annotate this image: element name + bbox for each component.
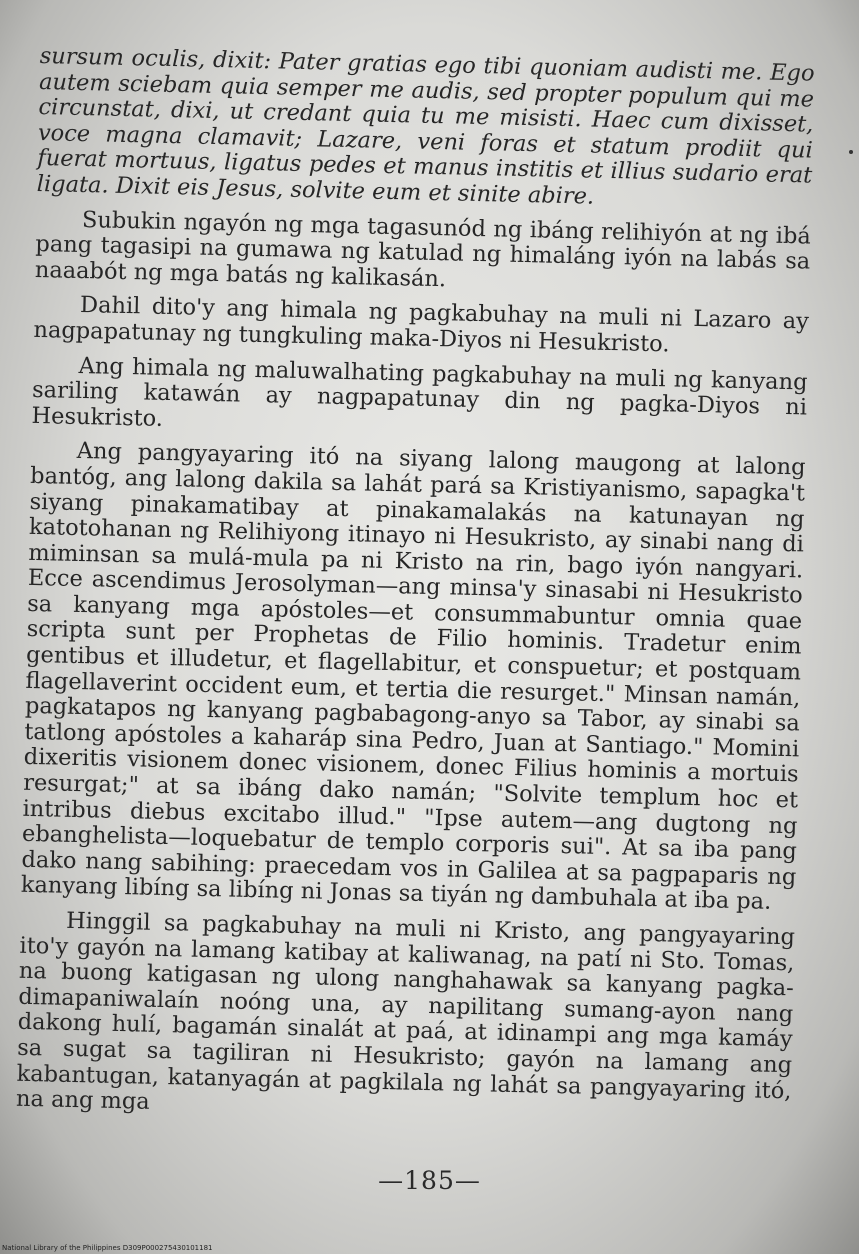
paragraph-latin-quote: sursum oculis, dixit: Pater gratias ego tibi quoniam audisti me. Ego autem sciebam quia semper me audis, sed propter populum qui me circunstat, dixi, ut credant quia tu me misisti. Haec cum dixisset, voce magna clamavit; Lazare, veni foras et statum prodiit qui fuerat mortuus, ligatus pedes et manus institis et illius sudario erat ligata. Dixit eis Jesus, solvite eum et sinite abire. (36, 43, 815, 210)
margin-mark (849, 150, 853, 154)
archive-footer: National Library of the Philippines D309P000275430101181 (2, 1244, 213, 1252)
paragraph: Dahil dito'y ang himala ng pagkabuhay na muli ni Lazaro ay nagpapatunay ng tungkuling maka-Diyos ni Hesukristo. (33, 292, 810, 358)
page-number: —185— (378, 1166, 481, 1195)
body-text (16, 44, 815, 1130)
paragraph: Hinggil sa pagkabuhay na muli ni Kristo, ang pangyayaring ito'y gayón na lamang katibay at kaliwanag, na patí ni Sto. Tomas, na buong katigasan ng ulong nanghahawak sa kanyang pagka-dimapaniwalaín noóng una, ay napilitang sumang-ayon nang dakong hulí, bagamán sinalát at paá, at idinampi ang mga kamáy sa sugat sa tagiliran ni Hesukristo; gayón na lamang ang kabantugan, katanyagán at pagkilala ng lahát sa pangyayaring itó, na ang mga (15, 907, 796, 1115)
paragraph: Ang himala ng maluwalhating pagkabuhay na muli ng kanyang sariling katawán ay nagpapatunay din ng pagka-Diyos ni Hesukristo. (31, 352, 808, 432)
paragraph: Ang pangyayaring itó na siyang lalong maugong at lalong bantóg, ang lalong dakila sa lahát pará sa Kristiyanismo, sapagka't siyang pinakamatibay at pinakamalakás na katunayan ng katotohanan ng Relihiyong itinayo ni Hesukristo, ay sinabi nang di miminsan sa mulá-mula pa ni Kristo na rin, bago iyón nangyari. Ecce ascendimus Jerosolyman—ang minsa'y sinasabi ni Hesukristo sa kanyang mga apóstoles—et consummabuntur omnia quae scripta sunt per Prophetas de Filio hominis. Tradetur enim gentibus et illudetur, et flagellabitur, et conspuetur; et postquam flagellaverint occident eum, et tertia die resurget." Minsan namán, pagkatapos ng kanyang pagbabagong-anyo sa Tabor, ay sinabi sa tatlong apóstoles a kaharáp sina Pedro, Juan at Santiago." Momini dixeritis visionem donec visionem, donec Filius hominis a mortuis resurgat;" at sa ibáng dako namán; "Solvite templum hoc et intribus diebus excitabo illud." "Ipse autem—ang dugtong ng ebanghelista—loquebatur de templo corporis sui". At sa iba pang dako nang sabihing: praecedam vos in Galilea at sa pagpaparis ng kanyang libíng sa libíng ni Jonas sa tiyán ng dambuhala at iba pa. (20, 438, 806, 916)
paragraph: Subukin ngayón ng mga tagasunód ng ibáng relihiyón at ng ibá pang tagasipi na gumawa ng katulad ng himaláng iyón na labás sa naaabót ng mga batás ng kalikasán. (34, 206, 812, 293)
